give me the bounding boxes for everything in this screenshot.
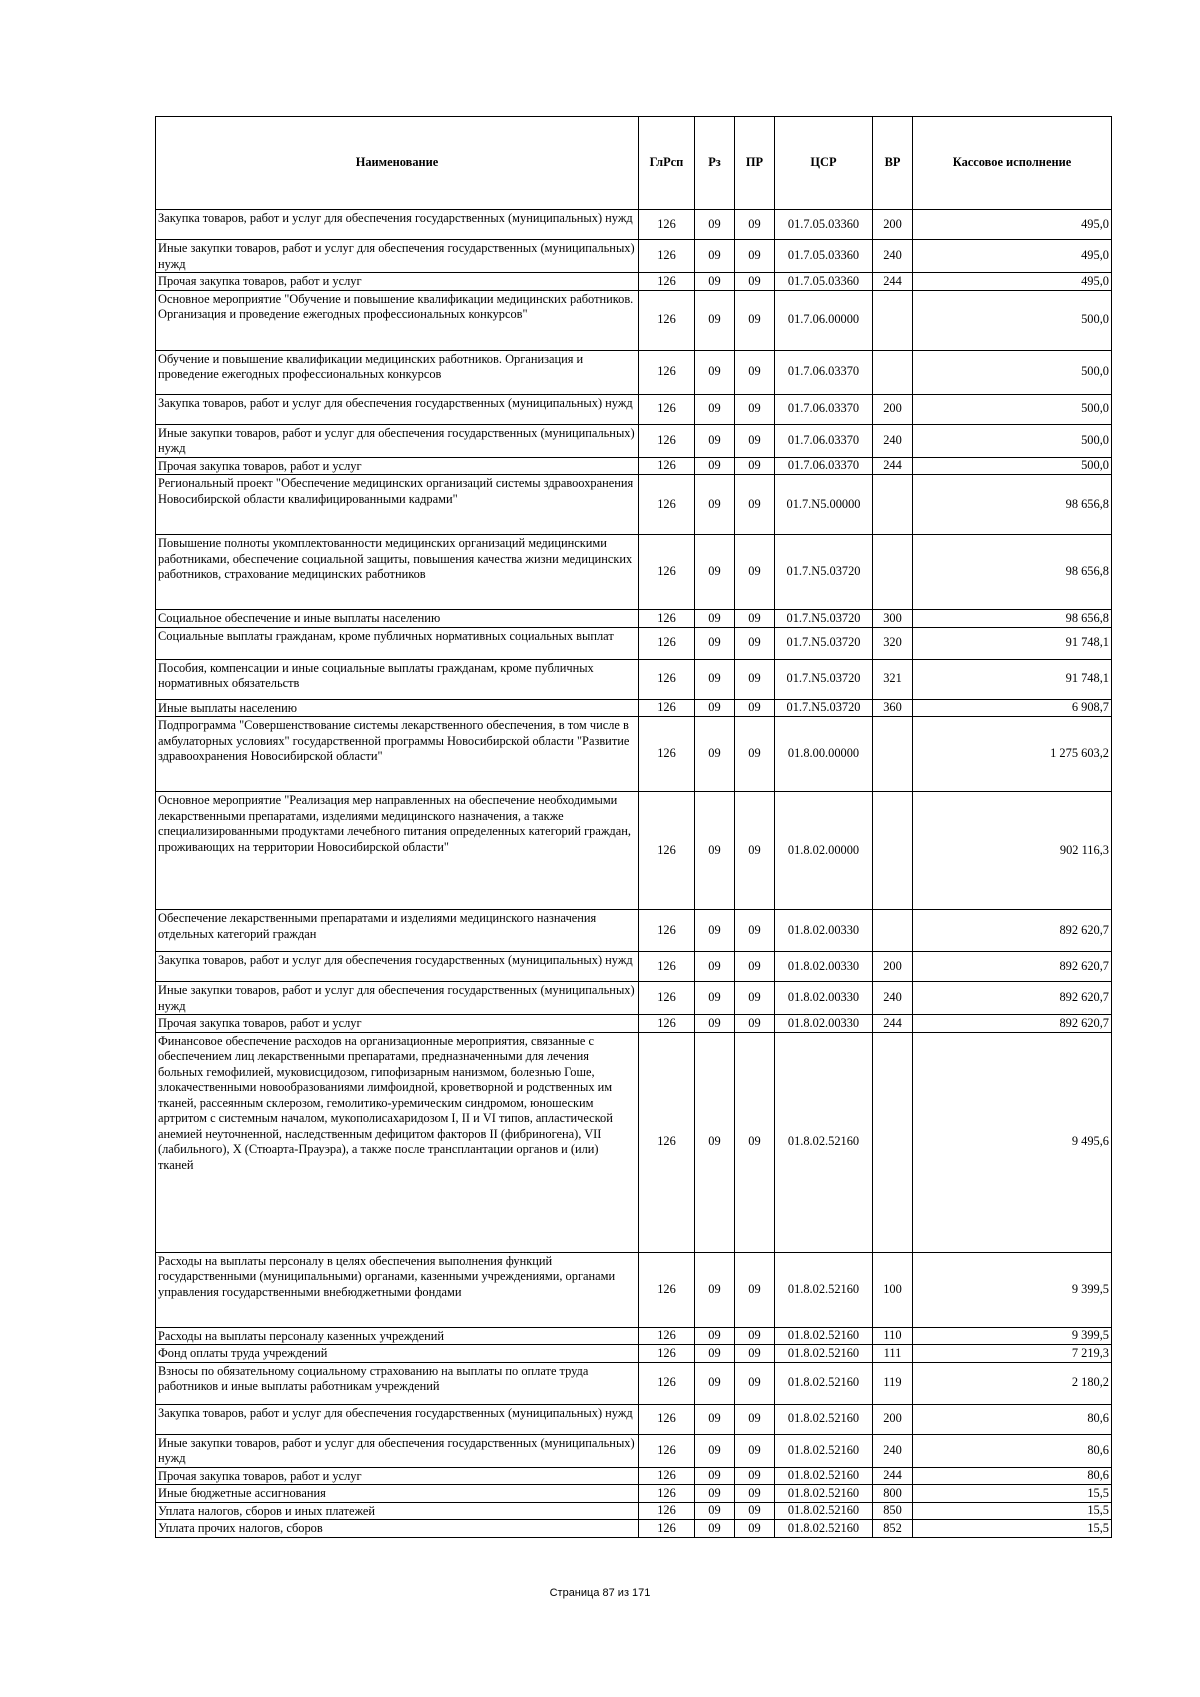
table-row <box>156 210 1112 240</box>
table-body <box>156 210 1112 1538</box>
table-row <box>156 1032 1112 1252</box>
cell-grbs: 126 <box>639 610 695 628</box>
cell-amount: 98 656,8 <box>913 475 1112 535</box>
cell-name: Социальные выплаты гражданам, кроме публичных нормативных социальных выплат <box>156 627 639 659</box>
cell-amount: 9 399,5 <box>913 1252 1112 1327</box>
cell-pr: 09 <box>735 610 775 628</box>
cell-pr: 09 <box>735 394 775 424</box>
cell-name: Прочая закупка товаров, работ и услуг <box>156 273 639 291</box>
cell-rz: 09 <box>695 1345 735 1363</box>
cell-vr <box>873 910 913 952</box>
cell-rz: 09 <box>695 240 735 273</box>
cell-vr: 360 <box>873 699 913 717</box>
cell-csr: 01.8.02.52160 <box>775 1362 873 1404</box>
cell-rz: 09 <box>695 475 735 535</box>
table-row <box>156 792 1112 910</box>
header-pr: ПР <box>735 117 775 210</box>
cell-grbs: 126 <box>639 475 695 535</box>
cell-pr: 09 <box>735 1434 775 1467</box>
cell-vr: 244 <box>873 273 913 291</box>
cell-grbs: 126 <box>639 394 695 424</box>
table-row <box>156 1520 1112 1538</box>
cell-csr: 01.7.N5.03720 <box>775 659 873 699</box>
cell-amount: 892 620,7 <box>913 1015 1112 1033</box>
budget-table-container <box>155 116 1111 1538</box>
table-row <box>156 910 1112 952</box>
cell-pr: 09 <box>735 210 775 240</box>
cell-name: Иные выплаты населению <box>156 699 639 717</box>
cell-vr <box>873 792 913 910</box>
cell-grbs: 126 <box>639 350 695 394</box>
cell-name: Прочая закупка товаров, работ и услуг <box>156 1015 639 1033</box>
table-row <box>156 1485 1112 1503</box>
cell-csr: 01.7.05.03360 <box>775 240 873 273</box>
cell-csr: 01.8.02.00000 <box>775 792 873 910</box>
cell-name: Закупка товаров, работ и услуг для обеспечения государственных (муниципальных) нужд <box>156 1404 639 1434</box>
cell-pr: 09 <box>735 457 775 475</box>
cell-rz: 09 <box>695 717 735 792</box>
cell-csr: 01.7.N5.00000 <box>775 475 873 535</box>
cell-csr: 01.8.02.52160 <box>775 1520 873 1538</box>
cell-amount: 500,0 <box>913 424 1112 457</box>
cell-amount: 9 495,6 <box>913 1032 1112 1252</box>
cell-vr: 240 <box>873 982 913 1015</box>
cell-amount: 495,0 <box>913 210 1112 240</box>
cell-amount: 1 275 603,2 <box>913 717 1112 792</box>
cell-csr: 01.8.02.52160 <box>775 1252 873 1327</box>
cell-name: Иные закупки товаров, работ и услуг для обеспечения государственных (муниципальных) нужд <box>156 982 639 1015</box>
cell-pr: 09 <box>735 290 775 350</box>
cell-csr: 01.7.06.03370 <box>775 394 873 424</box>
cell-amount: 98 656,8 <box>913 535 1112 610</box>
cell-grbs: 126 <box>639 1327 695 1345</box>
table-header-row <box>156 117 1112 210</box>
cell-amount: 495,0 <box>913 273 1112 291</box>
cell-csr: 01.8.02.00330 <box>775 910 873 952</box>
cell-csr: 01.8.02.52160 <box>775 1345 873 1363</box>
cell-rz: 09 <box>695 982 735 1015</box>
cell-vr: 110 <box>873 1327 913 1345</box>
header-csr: ЦСР <box>775 117 873 210</box>
cell-csr: 01.7.05.03360 <box>775 273 873 291</box>
cell-vr <box>873 290 913 350</box>
cell-pr: 09 <box>735 1467 775 1485</box>
table-row <box>156 1252 1112 1327</box>
cell-amount: 902 116,3 <box>913 792 1112 910</box>
table-row <box>156 1502 1112 1520</box>
cell-rz: 09 <box>695 273 735 291</box>
cell-vr: 800 <box>873 1485 913 1503</box>
cell-pr: 09 <box>735 535 775 610</box>
cell-name: Взносы по обязательному социальному страхованию на выплаты по оплате труда работников и иные выплаты работникам учреждений <box>156 1362 639 1404</box>
cell-vr: 244 <box>873 1467 913 1485</box>
header-vr: ВР <box>873 117 913 210</box>
cell-vr <box>873 717 913 792</box>
cell-name: Обеспечение лекарственными препаратами и изделиями медицинского назначения отдельных категорий граждан <box>156 910 639 952</box>
cell-rz: 09 <box>695 1252 735 1327</box>
cell-grbs: 126 <box>639 1362 695 1404</box>
cell-grbs: 126 <box>639 1434 695 1467</box>
cell-csr: 01.7.06.00000 <box>775 290 873 350</box>
cell-rz: 09 <box>695 1434 735 1467</box>
cell-grbs: 126 <box>639 1467 695 1485</box>
cell-pr: 09 <box>735 699 775 717</box>
cell-pr: 09 <box>735 424 775 457</box>
cell-name: Социальное обеспечение и иные выплаты населению <box>156 610 639 628</box>
cell-vr: 852 <box>873 1520 913 1538</box>
cell-name: Иные бюджетные ассигнования <box>156 1485 639 1503</box>
cell-amount: 80,6 <box>913 1404 1112 1434</box>
cell-rz: 09 <box>695 1362 735 1404</box>
cell-name: Уплата налогов, сборов и иных платежей <box>156 1502 639 1520</box>
cell-name: Пособия, компенсации и иные социальные выплаты гражданам, кроме публичных нормативных обязательств <box>156 659 639 699</box>
cell-amount: 500,0 <box>913 290 1112 350</box>
table-row <box>156 1015 1112 1033</box>
cell-grbs: 126 <box>639 535 695 610</box>
cell-pr: 09 <box>735 659 775 699</box>
cell-rz: 09 <box>695 1015 735 1033</box>
cell-rz: 09 <box>695 699 735 717</box>
cell-amount: 500,0 <box>913 350 1112 394</box>
cell-pr: 09 <box>735 910 775 952</box>
cell-csr: 01.7.N5.03720 <box>775 627 873 659</box>
cell-rz: 09 <box>695 1485 735 1503</box>
cell-grbs: 126 <box>639 792 695 910</box>
table-row <box>156 699 1112 717</box>
cell-vr: 240 <box>873 424 913 457</box>
table-row <box>156 1404 1112 1434</box>
cell-name: Иные закупки товаров, работ и услуг для обеспечения государственных (муниципальных) нужд <box>156 240 639 273</box>
cell-rz: 09 <box>695 210 735 240</box>
cell-vr: 200 <box>873 952 913 982</box>
page-number: Страница 87 из 171 <box>549 1587 651 1599</box>
cell-rz: 09 <box>695 424 735 457</box>
cell-vr: 320 <box>873 627 913 659</box>
cell-amount: 80,6 <box>913 1434 1112 1467</box>
cell-rz: 09 <box>695 792 735 910</box>
cell-grbs: 126 <box>639 273 695 291</box>
cell-grbs: 126 <box>639 910 695 952</box>
cell-vr <box>873 1032 913 1252</box>
table-row <box>156 1434 1112 1467</box>
header-name: Наименование <box>156 117 639 210</box>
cell-amount: 892 620,7 <box>913 952 1112 982</box>
cell-name: Прочая закупка товаров, работ и услуг <box>156 457 639 475</box>
cell-csr: 01.8.02.52160 <box>775 1404 873 1434</box>
cell-rz: 09 <box>695 535 735 610</box>
cell-csr: 01.8.02.00330 <box>775 982 873 1015</box>
cell-pr: 09 <box>735 792 775 910</box>
cell-csr: 01.7.N5.03720 <box>775 535 873 610</box>
cell-vr: 100 <box>873 1252 913 1327</box>
cell-name: Расходы на выплаты персоналу казенных учреждений <box>156 1327 639 1345</box>
cell-vr: 200 <box>873 1404 913 1434</box>
cell-csr: 01.8.02.00330 <box>775 1015 873 1033</box>
cell-grbs: 126 <box>639 627 695 659</box>
cell-vr: 244 <box>873 1015 913 1033</box>
cell-csr: 01.8.02.00330 <box>775 952 873 982</box>
cell-name: Региональный проект "Обеспечение медицинских организаций системы здравоохранения Новосибирской области квалифицированными кадрами" <box>156 475 639 535</box>
cell-rz: 09 <box>695 952 735 982</box>
cell-amount: 500,0 <box>913 457 1112 475</box>
cell-vr <box>873 535 913 610</box>
cell-amount: 6 908,7 <box>913 699 1112 717</box>
table-row <box>156 273 1112 291</box>
cell-grbs: 126 <box>639 290 695 350</box>
cell-pr: 09 <box>735 1015 775 1033</box>
cell-pr: 09 <box>735 982 775 1015</box>
cell-amount: 495,0 <box>913 240 1112 273</box>
cell-pr: 09 <box>735 475 775 535</box>
cell-pr: 09 <box>735 1404 775 1434</box>
cell-grbs: 126 <box>639 1345 695 1363</box>
table-row <box>156 475 1112 535</box>
cell-grbs: 126 <box>639 1404 695 1434</box>
cell-pr: 09 <box>735 1345 775 1363</box>
table-row <box>156 457 1112 475</box>
cell-grbs: 126 <box>639 1032 695 1252</box>
table-row <box>156 610 1112 628</box>
table-row <box>156 1327 1112 1345</box>
cell-vr: 244 <box>873 457 913 475</box>
cell-grbs: 126 <box>639 982 695 1015</box>
cell-name: Закупка товаров, работ и услуг для обеспечения государственных (муниципальных) нужд <box>156 952 639 982</box>
cell-rz: 09 <box>695 1404 735 1434</box>
cell-amount: 892 620,7 <box>913 910 1112 952</box>
cell-rz: 09 <box>695 1467 735 1485</box>
table-row <box>156 394 1112 424</box>
cell-pr: 09 <box>735 240 775 273</box>
header-amount: Кассовое исполнение <box>913 117 1112 210</box>
cell-name: Закупка товаров, работ и услуг для обеспечения государственных (муниципальных) нужд <box>156 210 639 240</box>
cell-rz: 09 <box>695 290 735 350</box>
cell-pr: 09 <box>735 1032 775 1252</box>
cell-csr: 01.8.00.00000 <box>775 717 873 792</box>
cell-csr: 01.7.06.03370 <box>775 350 873 394</box>
cell-vr: 119 <box>873 1362 913 1404</box>
cell-rz: 09 <box>695 910 735 952</box>
budget-execution-table <box>155 116 1112 1538</box>
cell-grbs: 126 <box>639 1502 695 1520</box>
cell-pr: 09 <box>735 1502 775 1520</box>
cell-amount: 15,5 <box>913 1520 1112 1538</box>
table-row <box>156 1362 1112 1404</box>
cell-name: Обучение и повышение квалификации медицинских работников. Организация и проведение ежегодных профессиональных конкурсов <box>156 350 639 394</box>
cell-rz: 09 <box>695 457 735 475</box>
cell-pr: 09 <box>735 952 775 982</box>
cell-name: Иные закупки товаров, работ и услуг для обеспечения государственных (муниципальных) нужд <box>156 424 639 457</box>
cell-vr <box>873 475 913 535</box>
cell-pr: 09 <box>735 717 775 792</box>
cell-vr: 200 <box>873 394 913 424</box>
table-row <box>156 350 1112 394</box>
cell-amount: 15,5 <box>913 1485 1112 1503</box>
cell-amount: 9 399,5 <box>913 1327 1112 1345</box>
cell-rz: 09 <box>695 659 735 699</box>
table-row <box>156 240 1112 273</box>
table-row <box>156 424 1112 457</box>
table-row <box>156 535 1112 610</box>
cell-name: Прочая закупка товаров, работ и услуг <box>156 1467 639 1485</box>
table-row <box>156 717 1112 792</box>
cell-grbs: 126 <box>639 457 695 475</box>
cell-pr: 09 <box>735 1252 775 1327</box>
table-row <box>156 1345 1112 1363</box>
table-row <box>156 982 1112 1015</box>
cell-rz: 09 <box>695 1520 735 1538</box>
cell-csr: 01.8.02.52160 <box>775 1485 873 1503</box>
cell-amount: 98 656,8 <box>913 610 1112 628</box>
cell-csr: 01.7.06.03370 <box>775 457 873 475</box>
cell-vr: 240 <box>873 1434 913 1467</box>
cell-grbs: 126 <box>639 240 695 273</box>
cell-pr: 09 <box>735 1520 775 1538</box>
cell-csr: 01.7.N5.03720 <box>775 699 873 717</box>
cell-name: Уплата прочих налогов, сборов <box>156 1520 639 1538</box>
cell-vr: 321 <box>873 659 913 699</box>
table-row <box>156 659 1112 699</box>
cell-amount: 91 748,1 <box>913 659 1112 699</box>
cell-name: Закупка товаров, работ и услуг для обеспечения государственных (муниципальных) нужд <box>156 394 639 424</box>
cell-name: Фонд оплаты труда учреждений <box>156 1345 639 1363</box>
cell-csr: 01.7.N5.03720 <box>775 610 873 628</box>
cell-name: Повышение полноты укомплектованности медицинских организаций медицинскими работниками, обеспечение социальной защиты, повышения качества жизни медицинских работников, страхование медицинских работников <box>156 535 639 610</box>
cell-amount: 2 180,2 <box>913 1362 1112 1404</box>
cell-csr: 01.8.02.52160 <box>775 1502 873 1520</box>
table-row <box>156 290 1112 350</box>
cell-rz: 09 <box>695 1327 735 1345</box>
header-rz: Рз <box>695 117 735 210</box>
cell-pr: 09 <box>735 1327 775 1345</box>
cell-rz: 09 <box>695 1502 735 1520</box>
cell-grbs: 126 <box>639 1520 695 1538</box>
cell-csr: 01.8.02.52160 <box>775 1032 873 1252</box>
cell-amount: 892 620,7 <box>913 982 1112 1015</box>
cell-name: Расходы на выплаты персоналу в целях обеспечения выполнения функций государственными (муниципальными) органами, казенными учреждениями, органами управления государственными внебюджетными фондами <box>156 1252 639 1327</box>
cell-csr: 01.7.06.03370 <box>775 424 873 457</box>
table-row <box>156 1467 1112 1485</box>
cell-name: Иные закупки товаров, работ и услуг для обеспечения государственных (муниципальных) нужд <box>156 1434 639 1467</box>
cell-vr: 300 <box>873 610 913 628</box>
cell-grbs: 126 <box>639 424 695 457</box>
cell-vr: 240 <box>873 240 913 273</box>
cell-name: Основное мероприятие "Реализация мер направленных на обеспечение необходимыми лекарственными препаратами, изделиями медицинского назначения, а также специализированными продуктами лечебного питания определенных категорий граждан, проживающих на территории Новосибирской области" <box>156 792 639 910</box>
cell-grbs: 126 <box>639 699 695 717</box>
cell-grbs: 126 <box>639 1015 695 1033</box>
cell-pr: 09 <box>735 1485 775 1503</box>
cell-pr: 09 <box>735 627 775 659</box>
cell-amount: 15,5 <box>913 1502 1112 1520</box>
table-row <box>156 952 1112 982</box>
cell-grbs: 126 <box>639 717 695 792</box>
cell-name: Финансовое обеспечение расходов на организационные мероприятия, связанные с обеспечением лиц лекарственными препаратами, предназначенными для лечения больных гемофилией, муковисцидозом, гипофизарным нанизмом, болезнью Гоше, злокачественными новообразованиями лимфоидной, кроветворной и родственных им тканей, рассеянным склерозом, гемолитико-уремическим синдромом, юношеским артритом с системным началом, мукополисахаридозом I, II и VI типов, апластической анемией неуточненной, наследственным дефицитом факторов II (фибриногена), VII (лабильного), X (Стюарта-Прауэра), а также после трансплантации органов и (или) тканей <box>156 1032 639 1252</box>
cell-rz: 09 <box>695 394 735 424</box>
cell-amount: 80,6 <box>913 1467 1112 1485</box>
cell-rz: 09 <box>695 610 735 628</box>
cell-grbs: 126 <box>639 659 695 699</box>
cell-vr: 200 <box>873 210 913 240</box>
table-row <box>156 627 1112 659</box>
cell-amount: 7 219,3 <box>913 1345 1112 1363</box>
cell-amount: 91 748,1 <box>913 627 1112 659</box>
cell-rz: 09 <box>695 627 735 659</box>
cell-csr: 01.8.02.52160 <box>775 1327 873 1345</box>
cell-vr: 850 <box>873 1502 913 1520</box>
cell-grbs: 126 <box>639 1485 695 1503</box>
cell-grbs: 126 <box>639 952 695 982</box>
cell-pr: 09 <box>735 350 775 394</box>
cell-vr <box>873 350 913 394</box>
cell-csr: 01.7.05.03360 <box>775 210 873 240</box>
cell-grbs: 126 <box>639 1252 695 1327</box>
header-grbs: ГлРсп <box>639 117 695 210</box>
cell-vr: 111 <box>873 1345 913 1363</box>
cell-pr: 09 <box>735 273 775 291</box>
cell-pr: 09 <box>735 1362 775 1404</box>
cell-rz: 09 <box>695 1032 735 1252</box>
cell-csr: 01.8.02.52160 <box>775 1434 873 1467</box>
cell-name: Основное мероприятие "Обучение и повышение квалификации медицинских работников. Организация и проведение ежегодных профессиональных конкурсов" <box>156 290 639 350</box>
cell-name: Подпрограмма "Совершенствование системы лекарственного обеспечения, в том числе в амбулаторных условиях" государственной программы Новосибирской области "Развитие здравоохранения Новосибирской области" <box>156 717 639 792</box>
cell-grbs: 126 <box>639 210 695 240</box>
cell-csr: 01.8.02.52160 <box>775 1467 873 1485</box>
cell-rz: 09 <box>695 350 735 394</box>
cell-amount: 500,0 <box>913 394 1112 424</box>
